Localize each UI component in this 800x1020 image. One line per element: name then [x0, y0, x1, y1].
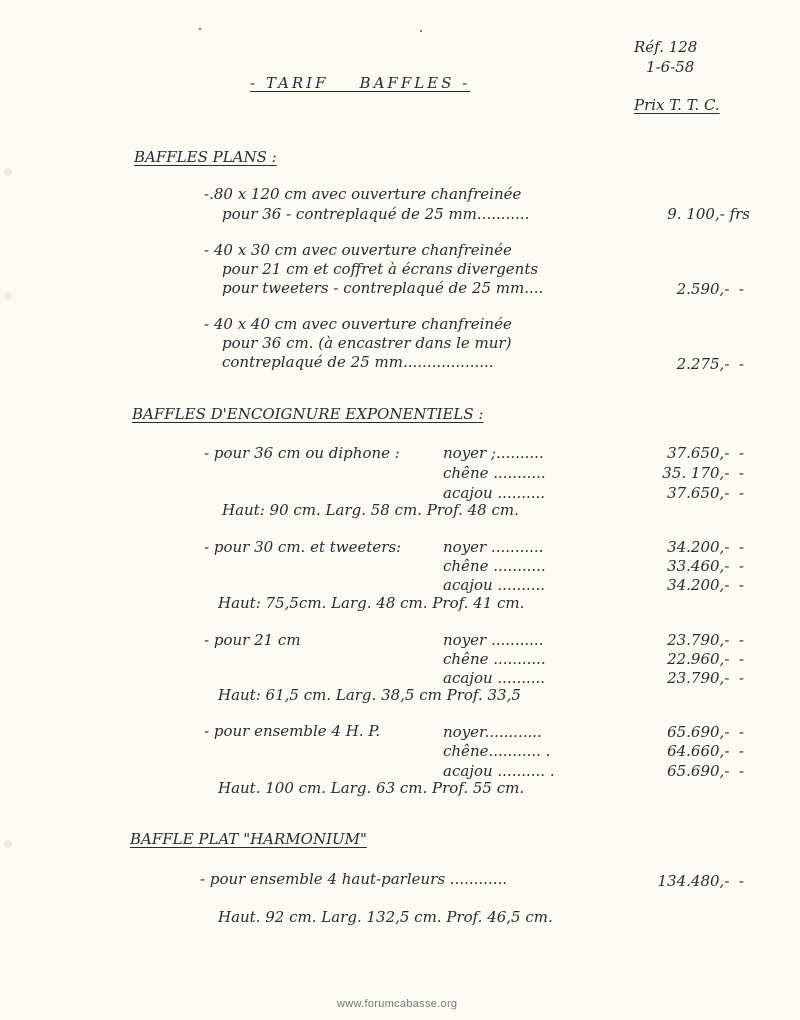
item-line: - 40 x 30 cm avec ouverture chanfreinée	[204, 241, 512, 259]
document-date: 1-6-58	[646, 58, 695, 76]
group-label: - pour ensemble 4 H. P.	[204, 722, 381, 740]
item-price: 34.200,- -	[667, 576, 744, 594]
item-line: contreplaqué de 25 mm...................	[222, 353, 494, 371]
item-price: 37.650,- -	[667, 484, 744, 502]
item-line: -.80 x 120 cm avec ouverture chanfreinée	[204, 185, 522, 203]
item-price: 35. 170,- -	[662, 464, 744, 482]
item-price: 33.460,- -	[667, 557, 744, 575]
item-price: 34.200,- -	[667, 538, 744, 556]
dimensions: Haut: 90 cm. Larg. 58 cm. Prof. 48 cm.	[222, 501, 519, 519]
wood-option: chêne ...........	[443, 557, 546, 575]
group-label: - pour 30 cm. et tweeters:	[204, 538, 402, 556]
wood-option: noyer ...........	[443, 538, 544, 556]
punch-hole	[4, 168, 12, 176]
item-price: 64.660,- -	[667, 742, 744, 760]
wood-option: acajou .......... .	[443, 762, 555, 780]
item-line: pour tweeters - contreplaqué de 25 mm....	[222, 279, 544, 297]
wood-option: chêne ...........	[443, 650, 546, 668]
section-heading-baffles-plans: BAFFLES PLANS :	[134, 148, 277, 166]
item-line: pour 21 cm et coffret à écrans divergents	[222, 260, 539, 278]
punch-hole	[4, 292, 12, 300]
item-line: pour 36 cm. (à encastrer dans le mur)	[222, 334, 512, 352]
wood-option: noyer............	[443, 723, 542, 741]
item-price: 65.690,- -	[667, 762, 744, 780]
wood-option: noyer ;..........	[443, 444, 544, 462]
price-column-heading: Prix T. T. C.	[634, 96, 720, 114]
item-price: 23.790,- -	[667, 631, 744, 649]
wood-option: acajou ..........	[443, 484, 546, 502]
paper-speck	[420, 30, 422, 32]
page-title-text: - TARIF BAFFLES -	[250, 74, 471, 92]
section-heading-encoignure: BAFFLES D'ENCOIGNURE EXPONENTIELS :	[132, 405, 484, 423]
item-price: 9. 100,- frs	[667, 205, 750, 223]
section-heading-harmonium: BAFFLE PLAT "HARMONIUM"	[130, 830, 367, 848]
dimensions: Haut: 61,5 cm. Larg. 38,5 cm Prof. 33,5	[218, 686, 521, 704]
dimensions: Haut. 100 cm. Larg. 63 cm. Prof. 55 cm.	[218, 779, 525, 797]
item-price: 65.690,- -	[667, 723, 744, 741]
punch-hole	[4, 840, 12, 848]
item-price: 2.590,- -	[676, 280, 744, 298]
page-title	[250, 74, 470, 92]
wood-option: chêne........... .	[443, 742, 551, 760]
reference-number: Réf. 128	[634, 38, 698, 56]
wood-option: acajou ..........	[443, 669, 546, 687]
item-line: - 40 x 40 cm avec ouverture chanfreinée	[204, 315, 512, 333]
group-label: - pour 21 cm	[204, 631, 301, 649]
item-line: pour 36 - contreplaqué de 25 mm...........	[222, 205, 530, 223]
footer-watermark: www.forumcabasse.org	[337, 998, 458, 1010]
item-price: 37.650,- -	[667, 444, 744, 462]
wood-option: chêne ...........	[443, 464, 546, 482]
wood-option: acajou ..........	[443, 576, 546, 594]
dimensions: Haut: 75,5cm. Larg. 48 cm. Prof. 41 cm.	[218, 594, 525, 612]
item-price: 134.480,- -	[657, 872, 744, 890]
paper-speck	[199, 28, 201, 30]
dimensions: Haut. 92 cm. Larg. 132,5 cm. Prof. 46,5 cm.	[218, 908, 553, 926]
item-price: 23.790,- -	[667, 669, 744, 687]
item-price: 2.275,- -	[676, 355, 744, 373]
group-label: - pour 36 cm ou diphone :	[204, 444, 400, 462]
wood-option: noyer ...........	[443, 631, 544, 649]
item-price: 22.960,- -	[667, 650, 744, 668]
item-line: - pour ensemble 4 haut-parleurs ............	[200, 870, 508, 888]
